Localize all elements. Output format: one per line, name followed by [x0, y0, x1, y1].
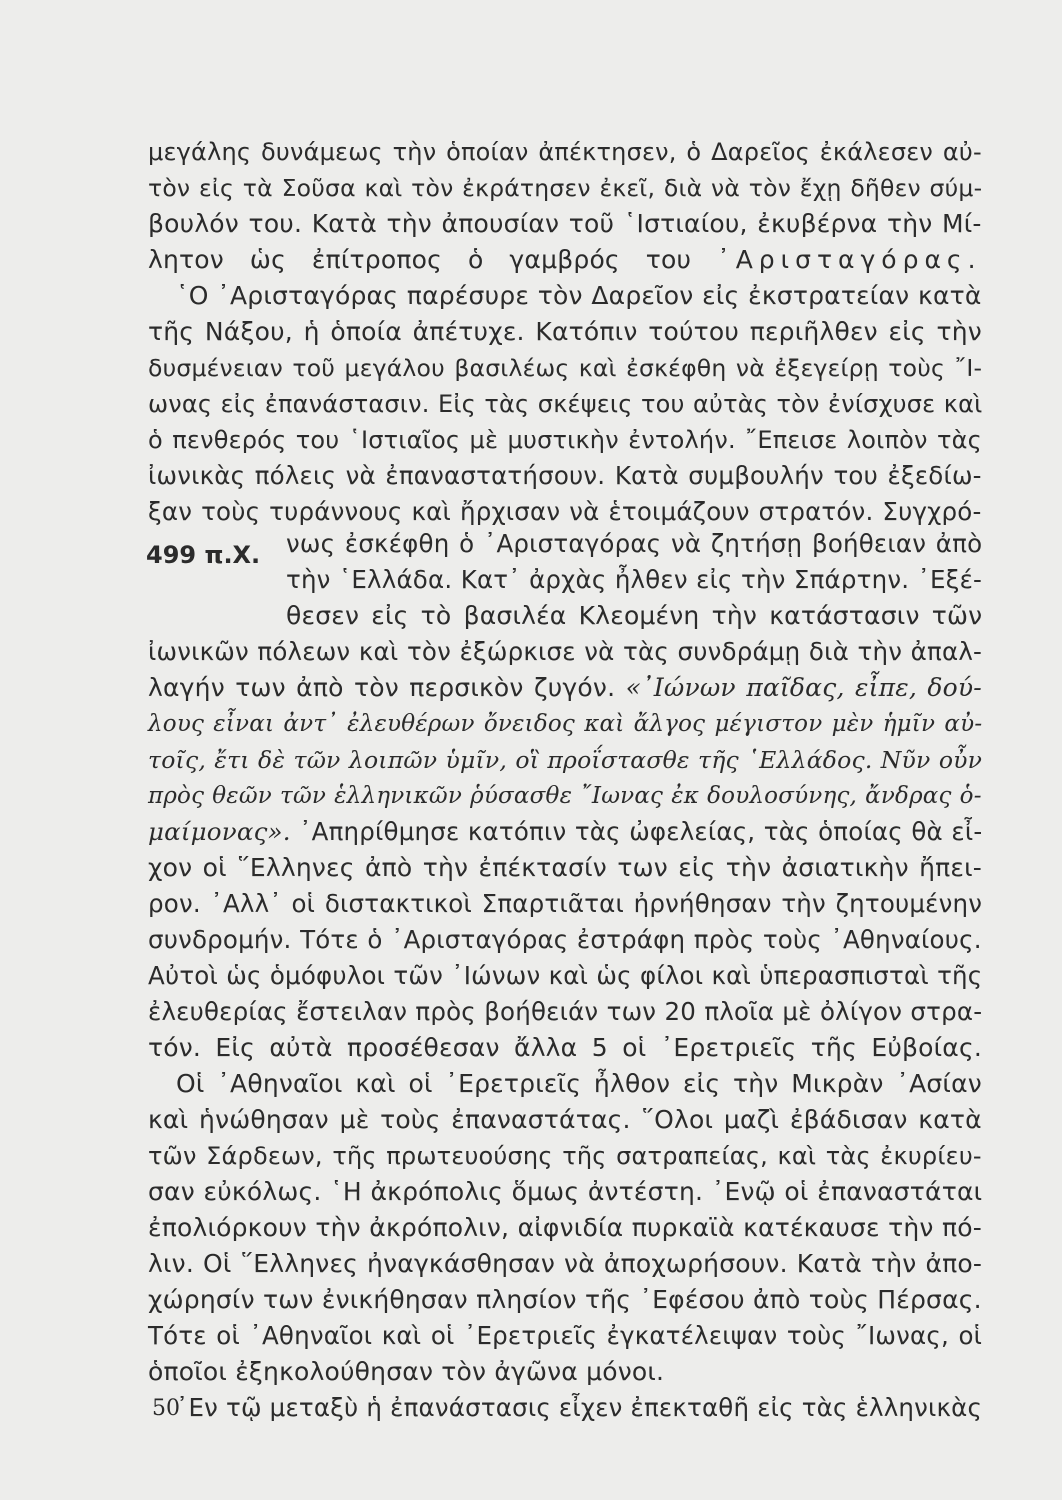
text-line: ωνας εἰς ἐπανάστασιν. Εἰς τὰς σκέψεις του αὐτὰς τὸν ἐνίσχυσε καὶ [148, 390, 983, 418]
text-line: καὶ ἡνώθησαν μὲ τοὺς ἐπαναστάτας. ῞Ολοι μαζὶ ἐβάδισαν κατὰ [148, 1105, 982, 1134]
text-line: ᾿Εν τῷ μεταξὺ ἡ ἐπανάστασις εἶχεν ἐπεκταθῆ εἰς τὰς ἑλληνικὰς [176, 1393, 983, 1422]
text-line [148, 242, 982, 278]
margin-date: 499 π.Χ. [146, 541, 261, 569]
text-line: ἐλευθερίας ἔστειλαν πρὸς βοήθειάν των 20 πλοῖα μὲ ὀλίγον στρα- [148, 997, 983, 1026]
text-line: ὁποῖοι ἐξηκολούθησαν τὸν ἀγῶνα μόνοι. [148, 1357, 665, 1386]
text-line: θεσεν εἰς τὸ βασιλέα Κλεομένη τὴν κατάστασιν τῶν [286, 601, 983, 630]
text-line: σαν εὐκόλως. ῾Η ἀκρόπολις ὅμως ἀντέστη. ᾿Ενῷ οἱ ἐπαναστάται [148, 1177, 983, 1206]
text-line: ρον. ᾿Αλλ᾿ οἱ διστακτικοὶ Σπαρτιᾶται ἠρνήθησαν τὴν ζητουμένην [148, 889, 983, 918]
quote-line: λους εἶναι ἀντ᾿ ἐλευθέρων ὄνειδος καὶ ἄλγος μέγιστον μὲν ἡμῖν αὐ- [148, 711, 983, 737]
text-line: τὴν ῾Ελλάδα. Κατ᾿ ἀρχὰς ἦλθεν εἰς τὴν Σπάρτην. ᾿Εξέ- [286, 565, 983, 594]
text-line: Οἱ ᾿Αθηναῖοι καὶ οἱ ᾿Ερετριεῖς ἦλθον εἰς τὴν Μικρὰν ᾿Ασίαν [176, 1069, 982, 1098]
quote-end: μαίμονας». [148, 817, 291, 846]
text-line: μεγάλης δυνάμεως τὴν ὁποίαν ἀπέκτησεν, ὁ Δαρεῖος ἐκάλεσεν αὐ- [148, 138, 982, 166]
text-line: τόν. Εἰς αὐτὰ προσέθεσαν ἄλλα 5 οἱ ᾿Ερετριεῖς τῆς Εὐβοίας. [148, 1033, 983, 1062]
text-line: τῆς Νάξου, ἡ ὁποία ἀπέτυχε. Κατόπιν τούτου περιῆλθεν εἰς τὴν [148, 317, 982, 346]
name-spaced: ᾿Αρισταγόρας. [717, 245, 982, 274]
text-line: νως ἐσκέφθη ὁ ᾿Αρισταγόρας νὰ ζητήσῃ βοήθειαν ἀπὸ [286, 529, 983, 558]
text-line: ἰωνικῶν πόλεων καὶ τὸν ἐξώρκισε νὰ τὰς συνδράμῃ διὰ τὴν ἀπαλ- [148, 637, 983, 666]
text-line: βουλόν του. Κατὰ τὴν ἀπουσίαν τοῦ ῾Ιστιαίου, ἐκυβέρνα τὴν Μί- [148, 209, 982, 238]
quote-line: τοῖς, ἔτι δὲ τῶν λοιπῶν ὑμῖν, οἳ προΐστασθε τῆς ῾Ελλάδος. Νῦν οὖν [148, 746, 983, 774]
page-number: 50 [152, 1396, 180, 1421]
text-line [148, 814, 982, 850]
text-line: τῶν Σάρδεων, τῆς πρωτευούσης τῆς σατραπείας, καὶ τὰς ἐκυρίευ- [148, 1142, 982, 1170]
text-line: ἰωνικὰς πόλεις νὰ ἐπαναστατήσουν. Κατὰ συμβουλήν του ἐξεδίω- [148, 461, 982, 490]
text-run: ᾿Απηρίθμησε κατόπιν τὰς ὠφελείας, τὰς ὁποίας θὰ εἶ- [299, 817, 983, 846]
quote-line: πρὸς θεῶν τῶν ἑλληνικῶν ῥύσασθε ῎Ιωνας ἐκ δουλοσύνης, ἄνδρας ὁ- [148, 783, 982, 809]
text-line: λιν. Οἱ ῞Ελληνες ἠναγκάσθησαν νὰ ἀποχωρήσουν. Κατὰ τὴν ἀπο- [148, 1249, 983, 1278]
text-line: δυσμένειαν τοῦ μεγάλου βασιλέως καὶ ἐσκέφθη νὰ ἐξεγείρῃ τοὺς ῎Ι- [148, 354, 983, 382]
text-line: Αὐτοὶ ὡς ὁμόφυλοι τῶν ᾿Ιώνων καὶ ὡς φίλοι καὶ ὑπερασπισταὶ τῆς [148, 961, 983, 990]
text-run: λαγήν των ἀπὸ τὸν περσικὸν ζυγόν. [148, 673, 616, 702]
quote-start: «᾿Ιώνων παῖδας, εἶπε, δού- [625, 673, 982, 702]
text-line: χώρησίν των ἐνικήθησαν πλησίον τῆς ᾿Εφέσου ἀπὸ τοὺς Πέρσας. [148, 1285, 982, 1314]
text-line: Τότε οἱ ᾿Αθηναῖοι καὶ οἱ ᾿Ερετριεῖς ἐγκατέλειψαν τοὺς ῎Ιωνας, οἱ [148, 1321, 983, 1350]
text-line [148, 670, 982, 706]
text-line: χον οἱ ῞Ελληνες ἀπὸ τὴν ἐπέκτασίν των εἰς τὴν ἀσιατικὴν ἤπει- [148, 853, 982, 882]
text-line: ὁ πενθερός του ῾Ιστιαῖος μὲ μυστικὴν ἐντολήν. ῎Επεισε λοιπὸν τὰς [148, 426, 982, 454]
text-line: συνδρομήν. Τότε ὁ ᾿Αρισταγόρας ἐστράφη πρὸς τοὺς ᾿Αθηναίους. [148, 925, 982, 954]
text-line: ῾Ο ᾿Αρισταγόρας παρέσυρε τὸν Δαρεῖον εἰς ἐκστρατείαν κατὰ [176, 281, 982, 310]
text-line: ἐπολιόρκουν τὴν ἀκρόπολιν, αἰφνιδία πυρκαϊὰ κατέκαυσε τὴν πό- [148, 1213, 982, 1242]
text-run: λητον ὡς ἐπίτροπος ὁ γαμβρός του [148, 245, 692, 274]
text-line: ξαν τοὺς τυράννους καὶ ἤρχισαν νὰ ἑτοιμάζουν στρατόν. Συγχρό- [148, 497, 982, 526]
text-line: τὸν εἰς τὰ Σοῦσα καὶ τὸν ἐκράτησεν ἐκεῖ, διὰ νὰ τὸν ἔχῃ δῆθεν σύμ- [148, 174, 983, 202]
